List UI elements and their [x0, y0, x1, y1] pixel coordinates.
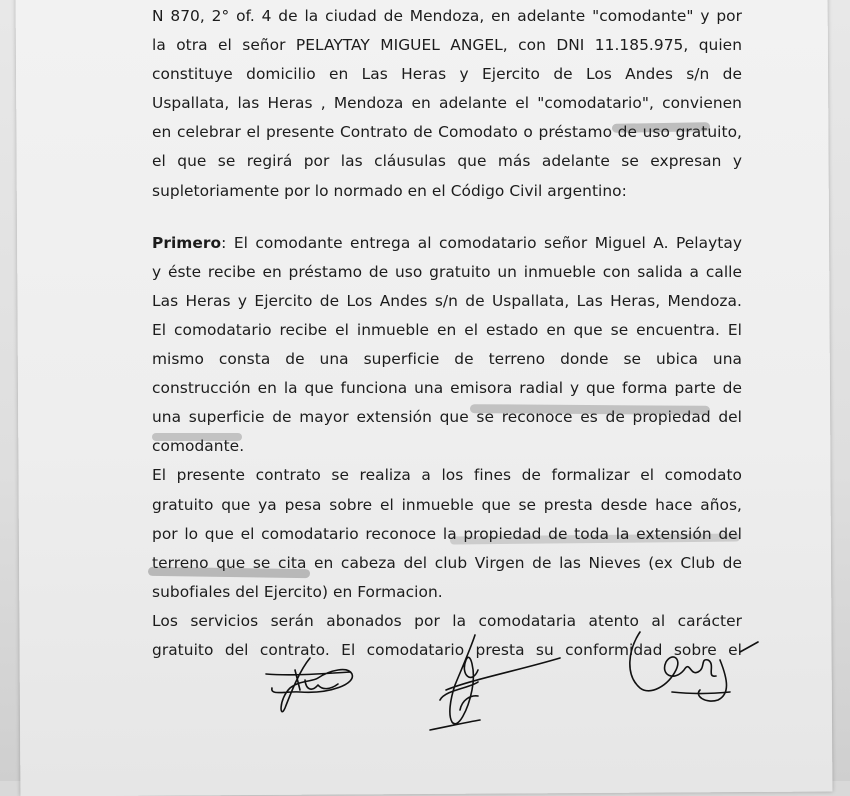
text-line: supletoriamente por lo normado en el Código Civil argentino:: [152, 181, 627, 200]
clause-text: : El comodante entrega al comodatario señor Miguel A. Pelaytay: [221, 233, 742, 252]
text-line: El comodatario recibe el inmueble en el estado en que se encuentra. El: [152, 320, 742, 339]
signature-3: [630, 632, 758, 701]
text-line: por lo que el comodatario reconoce la propiedad de toda la extensión del: [152, 524, 742, 543]
text-line: subofiales del Ejercito) en Formacion.: [152, 582, 443, 601]
text-line: Uspallata, las Heras , Mendoza en adelante el "comodatario", convienen: [152, 94, 742, 113]
text-line: gratuito del contrato. El comodatario presta su conformidad sobre el: [152, 640, 742, 659]
highlight-mark-3: [152, 433, 242, 441]
text-line: comodante.: [152, 437, 245, 456]
text-line: [152, 229, 742, 258]
highlight-mark-1: [612, 122, 710, 133]
signatures-svg: [0, 630, 850, 781]
text-line: El presente contrato se realiza a los fines de formalizar el comodato: [152, 466, 742, 485]
text-line: Los servicios serán abonados por la comodataria atento al carácter: [152, 611, 742, 630]
text-line: una superficie de mayor extensión que se reconoce es de propiedad del: [152, 408, 742, 427]
contract-text: [152, 2, 742, 665]
text-line: en celebrar el presente Contrato de Comodato o préstamo de uso gratuito,: [152, 123, 742, 142]
text-line: y éste recibe en préstamo de uso gratuito un inmueble con salida a calle: [152, 262, 742, 281]
intro-paragraph: [152, 2, 742, 206]
text-line: constituye domicilio en Las Heras y Ejercito de Los Andes s/n de: [152, 65, 742, 84]
text-line: gratuito que ya pesa sobre el inmueble que se presta desde hace años,: [152, 495, 742, 514]
clause-primero: [152, 229, 742, 462]
text-line: Las Heras y Ejercito de Los Andes s/n de Uspallata, Las Heras, Mendoza.: [152, 291, 742, 310]
text-line: construcción en la que funciona una emisora radial y que forma parte de: [152, 379, 742, 398]
signature-1: [266, 658, 352, 712]
signature-2: [430, 635, 560, 730]
highlight-mark-2: [470, 404, 710, 415]
clause-heading: Primero: [152, 233, 222, 252]
text-line: N 870, 2° of. 4 de la ciudad de Mendoza, en adelante "comodante" y por: [152, 7, 742, 25]
text-line: mismo consta de una superficie de terreno donde se ubica una: [152, 350, 742, 369]
text-line: la otra el señor PELAYTAY MIGUEL ANGEL, con DNI 11.185.975, quien: [152, 36, 742, 55]
signatures-area: [0, 630, 850, 781]
text-line: terreno que se cita en cabeza del club Virgen de las Nieves (ex Club de: [152, 553, 742, 572]
text-line: el que se regirá por las cláusulas que más adelante se expresan y: [152, 152, 742, 171]
